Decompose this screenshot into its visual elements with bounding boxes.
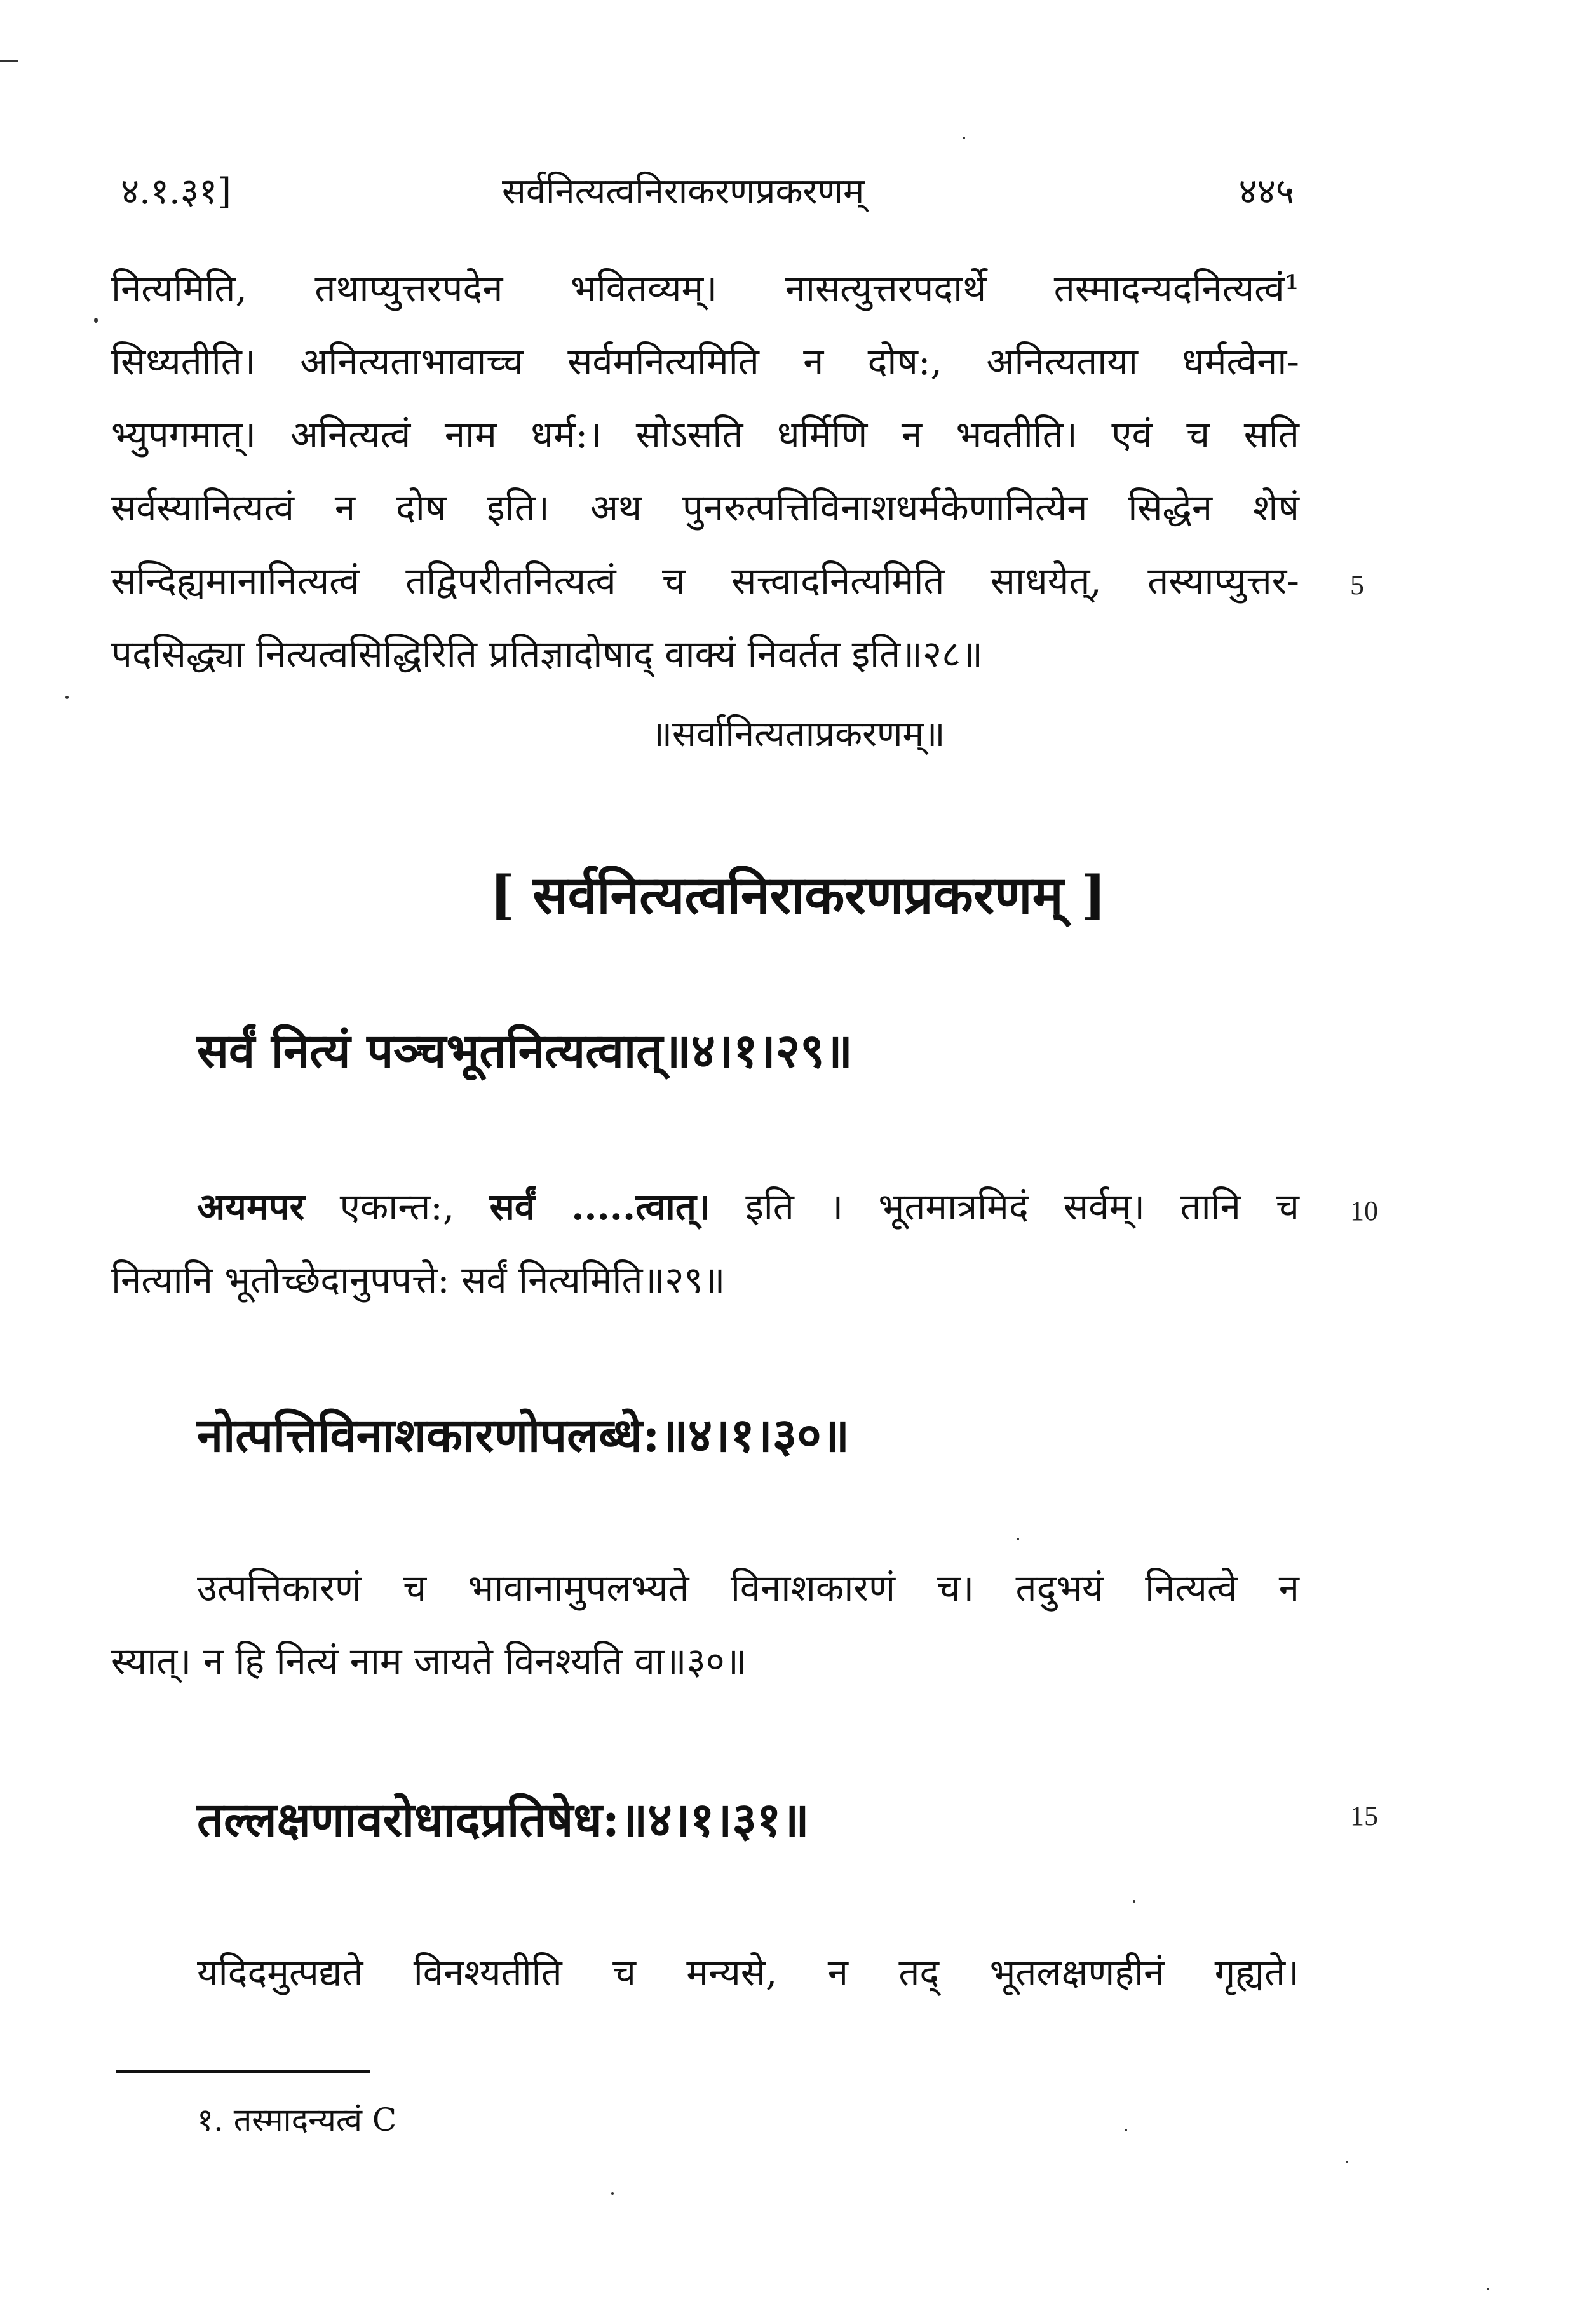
commentary-31-line-1: यदिदमुत्पद्यते विनश्यतीति च मन्यसे, न तद् भूतलक्षणहीनं गृह्यते। (197, 1951, 1299, 1994)
commentary-30-line-1: उत्पत्तिकारणं च भावानामुपलभ्यते विनाशकारणं च। तदुभयं नित्यत्वे न (197, 1566, 1299, 1610)
body-line-2: सिध्यतीति। अनित्यताभावाच्च सर्वमनित्यमिति न दोष:, अनित्यताया धर्मत्वेना- (111, 340, 1299, 383)
body-line-1: नित्यमिति, तथाप्युत्तरपदेन भवितव्यम्। नासत्युत्तरपदार्थे तस्मादन्यदनित्यत्वं¹ (111, 267, 1299, 310)
body-line-3: भ्युपगमात्। अनित्यत्वं नाम धर्म:। सोऽसति धर्मिणि न भवतीति। एवं च सति (111, 413, 1299, 456)
scan-speck (1133, 1900, 1135, 1903)
section-colophon: ॥सर्वानित्यताप्रकरणम्॥ (651, 714, 945, 755)
body-line-5: सन्दिह्यमानानित्यत्वं तद्विपरीतनित्यत्वं च सत्त्वादनित्यमिति साधयेत्, तस्याप्युत्तर- (111, 559, 1299, 602)
line-number-10: 10 (1350, 1195, 1378, 1226)
header-page-number: ४४५ (1238, 171, 1294, 212)
commentary-29-part-4: इति । भूतमात्रमिदं सर्वम्। तानि च (710, 1185, 1300, 1228)
sutra-30: नोत्पत्तिविनाशकारणोपलब्धे:॥४।१।३०॥ (197, 1408, 850, 1463)
scan-mark (0, 60, 18, 62)
sutra-29: सर्वं नित्यं पञ्चभूतनित्यत्वात्॥४।१।२९॥ (197, 1024, 853, 1078)
commentary-29-pratika: सर्वं .....त्वात्। (489, 1185, 710, 1228)
line-number-15: 15 (1350, 1800, 1378, 1831)
body-line-4: सर्वस्यानित्यत्वं न दोष इति। अथ पुनरुत्पत्तिविनाशधर्मकेणानित्येन सिद्धेन शेषं (111, 486, 1299, 529)
header-running-title: सर्वनित्यत्वनिराकरणप्रकरणम् (502, 171, 865, 212)
scan-speck (1346, 2161, 1348, 2163)
line-number-5: 5 (1350, 569, 1364, 601)
commentary-29-line-1 (197, 1185, 1299, 1230)
header-section-ref: ४.१.३१] (121, 171, 231, 212)
scan-speck (1125, 2129, 1127, 2131)
sutra-31: तल्लक्षणावरोधादप्रतिषेध:॥४।१।३१॥ (197, 1793, 809, 1847)
footnote-rule (116, 2070, 370, 2073)
commentary-29-line-2: नित्यानि भूतोच्छेदानुपपत्ते: सर्वं नित्यमिति॥२९॥ (111, 1258, 726, 1301)
scan-speck (1017, 1538, 1019, 1540)
body-line-6: पदसिद्ध्या नित्यत्वसिद्धिरिति प्रतिज्ञादोषाद् वाक्यं निवर्तत इति॥२८॥ (111, 632, 983, 676)
scan-speck (65, 696, 69, 699)
section-title: [ सर्वनित्यत्वनिराकरणप्रकरणम् ] (490, 865, 1106, 926)
commentary-29-emph-1: अयमपर (197, 1185, 305, 1228)
scan-speck (94, 318, 98, 323)
commentary-30-line-2: स्यात्। न हि नित्यं नाम जायते विनश्यति वा॥३०॥ (111, 1640, 747, 1683)
footnote: १. तस्मादन्यत्वं C (197, 2101, 397, 2138)
scan-speck (1487, 2288, 1489, 2290)
commentary-29-part-2: एकान्त:, (304, 1185, 490, 1228)
scan-speck (963, 137, 965, 139)
scan-speck (611, 2192, 614, 2195)
